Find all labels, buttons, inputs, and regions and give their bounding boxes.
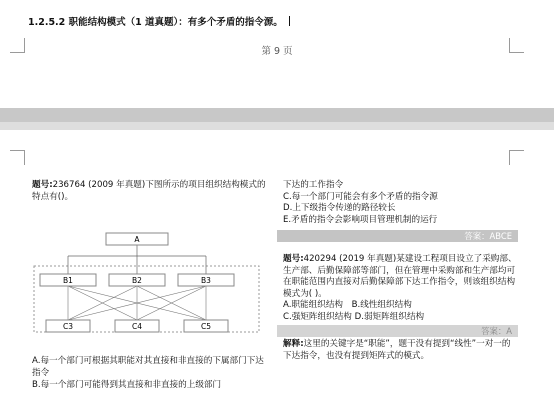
option-d: D.上下级指令传递的路径较长 <box>283 203 396 213</box>
option-b-continued: 下达的工作指令 <box>283 180 344 190</box>
question-text: 420294 (2019 年真题)某建设工程项目设立了采购部、生产部、后勤保障部等部门，但在管理中采购部和生产部均可在职能范围内直接对后勤保障部下达工作指令，则该组织结构模式为( )。 <box>283 254 517 299</box>
node-c4-label: C4 <box>131 322 143 331</box>
option-c: C.每一个部门可能会有多个矛盾的指令源 <box>283 191 438 202</box>
explanation-label: 解释: <box>283 339 304 349</box>
option-a: A.每一个部门可根据其职能对其直接和非直接的下属部门下达指令 <box>32 356 264 378</box>
node-c3-label: C3 <box>62 322 74 331</box>
question-label: 题号: <box>283 254 304 264</box>
explanation-text: 这里的关键字是“职能”，题干没有提到“线性”一对一的下达指令，也没有提到矩阵式的模式。 <box>283 339 511 361</box>
node-b1-label: B1 <box>63 276 73 285</box>
crop-mark-br <box>509 150 524 165</box>
org-structure-diagram <box>32 228 267 340</box>
question-text: 236764 (2009 年真题)下图所示的项目组织结构模式的特点有()。 <box>32 180 266 202</box>
right-column <box>283 180 518 362</box>
node-c5-label: C5 <box>200 322 212 331</box>
crop-mark-tl <box>10 38 25 53</box>
node-b2-label: B2 <box>132 276 142 285</box>
page-gap-shadow <box>0 122 554 130</box>
answer-bar-1: 答案：ABCE <box>277 230 518 242</box>
q2-options-row-1: A.职能组织结构 B.线性组织结构 <box>283 300 412 310</box>
q2-options-row-2: C.强矩阵组织结构 D.弱矩阵组织结构 <box>283 311 425 322</box>
answer-bar-2: 答案：A <box>277 325 518 337</box>
node-b3-label: B3 <box>201 276 211 285</box>
question-label: 题号: <box>32 180 53 190</box>
section-heading: 1.2.5.2 职能结构模式（1 道真题）：有多个矛盾的指令源。 <box>28 14 290 28</box>
text-cursor <box>289 16 290 26</box>
node-a-label: A <box>134 235 140 244</box>
question-236764 <box>32 180 267 203</box>
page-number: 第 9 页 <box>261 46 293 57</box>
question-420294 <box>283 254 518 300</box>
crop-mark-bl <box>10 150 25 165</box>
option-e: E.矛盾的指令会影响项目管理机制的运行 <box>283 214 438 225</box>
crop-mark-tr <box>509 38 524 53</box>
explanation <box>283 339 518 362</box>
option-b: B.每一个部门可能得到其直接和非直接的上级部门 <box>32 380 222 390</box>
